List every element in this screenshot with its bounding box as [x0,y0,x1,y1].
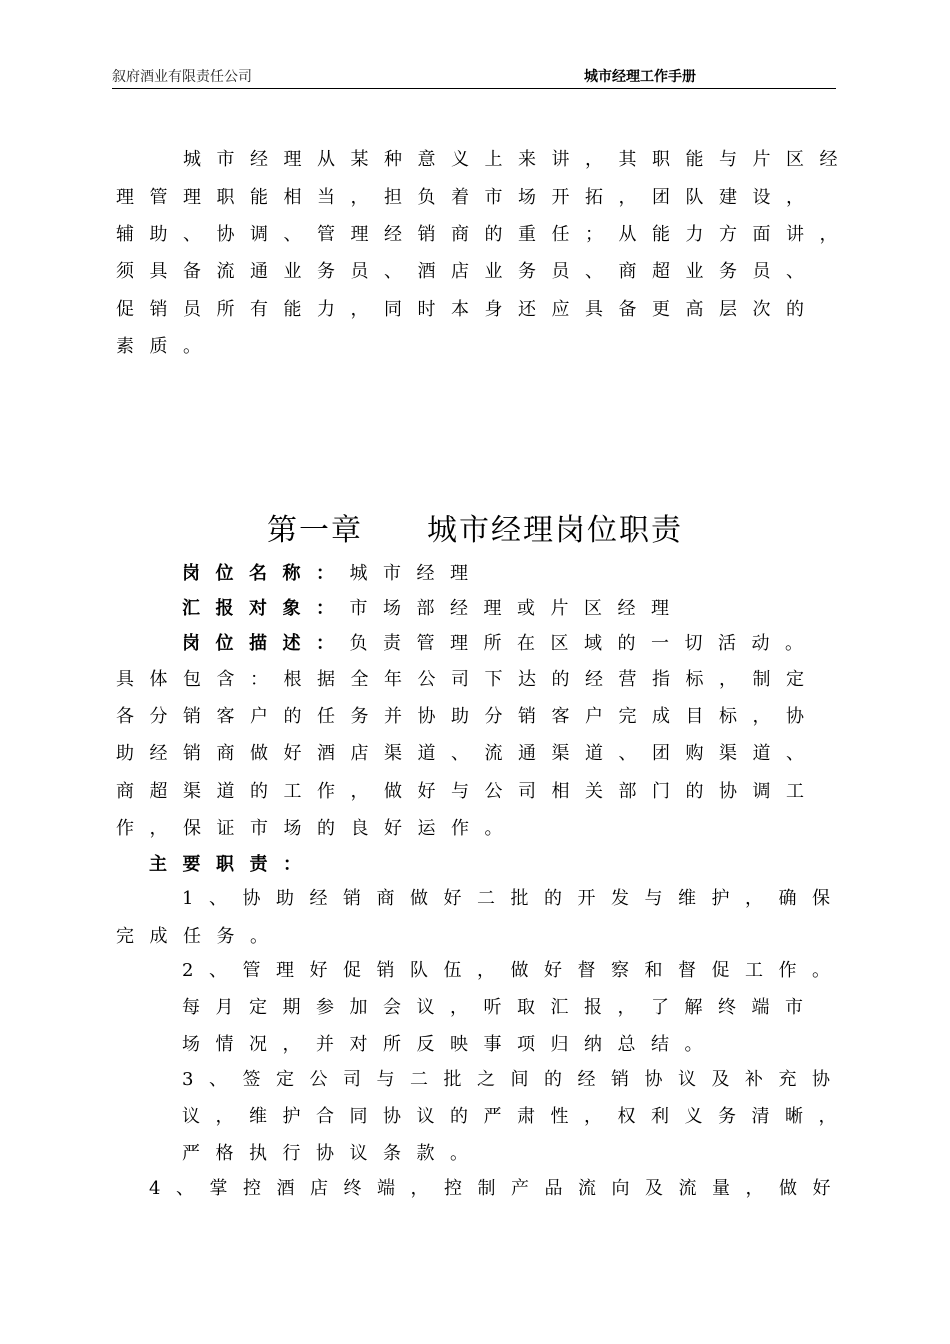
intro-line: 理管理职能相当，担负着市场开拓，团队建设， [116,187,820,208]
description-line: 助经销商做好酒店渠道、流通渠道、团购渠道、 [116,743,820,764]
duty-line: 4、掌控酒店终端，控制产品流向及流量，做好 [149,1178,846,1199]
description-line: 商超渠道的工作，做好与公司相关部门的协调工 [116,781,820,802]
company-name: 叙府酒业有限责任公司 [112,69,252,85]
duty-line: 每月定期参加会议，听取汇报，了解终端市 [182,997,819,1018]
duties-label: 主要职责： [149,854,317,875]
chapter-heading [0,505,950,549]
report-to-label: 汇报对象： [182,598,350,619]
manual-title: 城市经理工作手册 [584,69,696,85]
duty-line: 3、签定公司与二批之间的经销协议及补充协 [182,1069,846,1090]
intro-line: 须具备流通业务员、酒店业务员、商超业务员、 [116,261,820,282]
description-line: 作，保证市场的良好运作。 [116,818,518,839]
description-value: 负责管理所在区域的一切活动。 [349,633,819,654]
duty-line: 议，维护合同协议的严肃性，权利义务清晰， [182,1106,852,1127]
chapter-number: 第一章 [267,513,363,548]
description-label: 岗位描述： [182,633,350,654]
intro-line: 辅助、协调、管理经销商的重任；从能力方面讲， [116,224,853,245]
intro-line: 城市经理从某种意义上来讲，其职能与片区经 [116,149,853,170]
position-name-label: 岗位名称： [182,563,350,584]
description-line: 具体包含：根据全年公司下达的经营指标，制定 [116,669,820,690]
field-report-to [182,596,912,622]
duty-line: 完成任务。 [116,926,284,947]
report-to-value: 市场部经理或片区经理 [349,598,685,619]
description-line: 各分销客户的任务并协助分销客户完成目标，协 [116,706,820,727]
duty-line: 1、协助经销商做好二批的开发与维护，确保 [182,888,846,909]
duty-line: 2、管理好促销队伍，做好督察和督促工作。 [182,960,846,981]
intro-line: 素质。 [116,336,217,357]
field-description [182,631,912,657]
duty-line: 严格执行协议条款。 [182,1143,484,1164]
position-name-value: 城市经理 [349,563,484,584]
intro-line: 促销员所有能力，同时本身还应具备更高层次的 [116,299,820,320]
field-position-name [182,561,912,587]
duty-line: 场情况，并对所反映事项归纳总结。 [182,1034,718,1055]
chapter-title: 城市经理岗位职责 [427,513,683,548]
page-header [112,64,836,89]
